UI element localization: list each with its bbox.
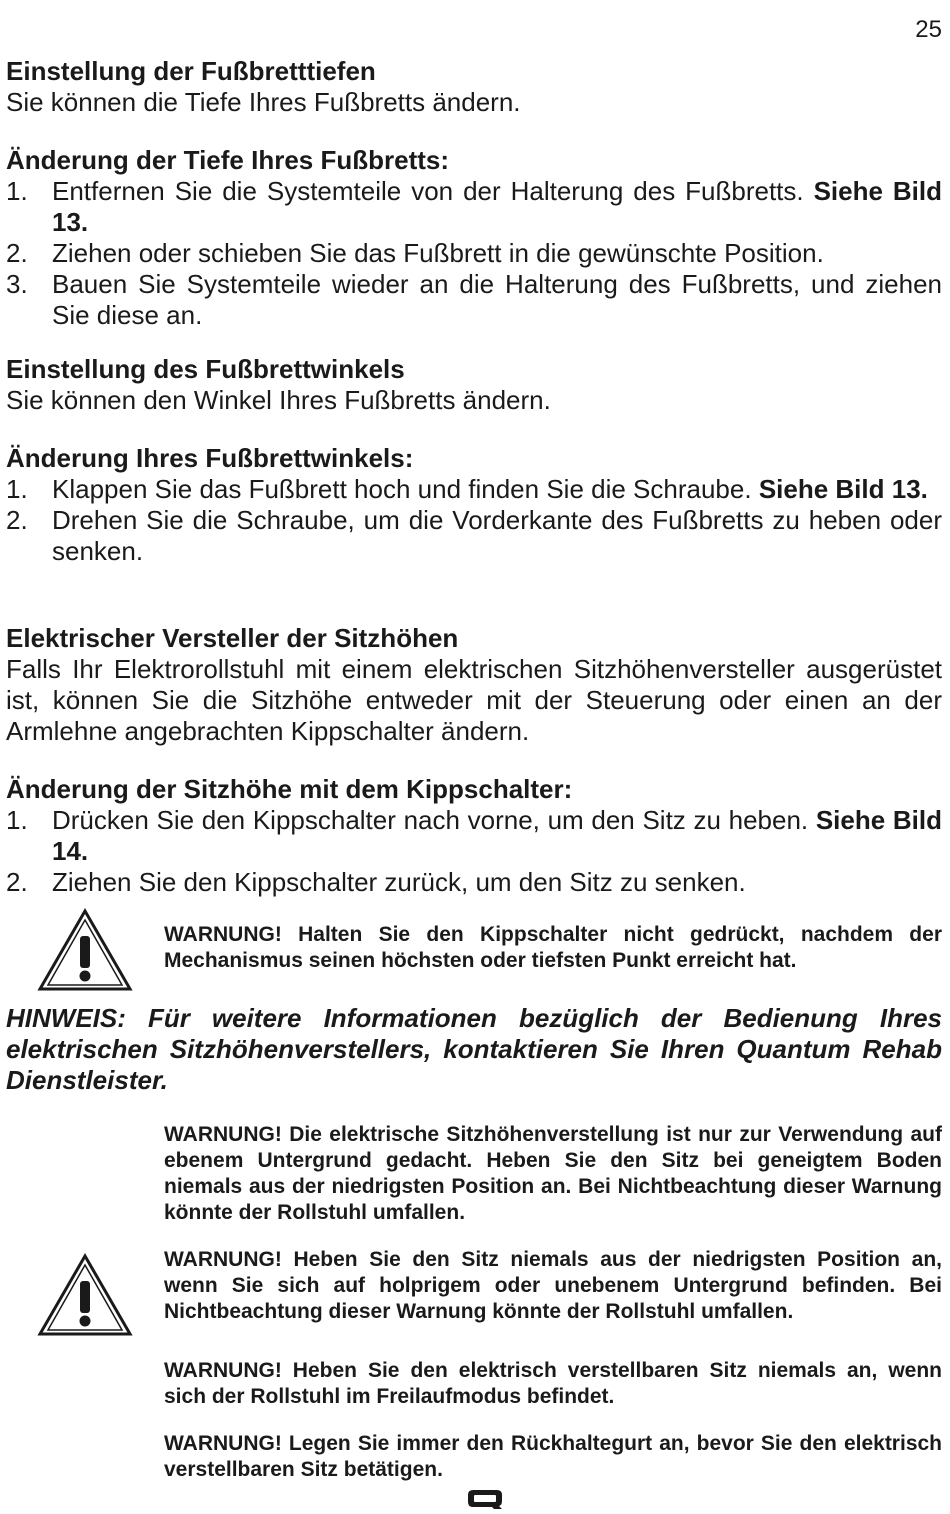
- list-item: 1. Entfernen Sie die Systemteile von der Halterung des Fußbretts. Siehe Bild 13.: [6, 176, 942, 237]
- warning-text: WARNUNG! Halten Sie den Kippschalter nicht gedrückt, nachdem der Mechanismus seinen höchsten oder tiefsten Punkt erreicht hat.: [164, 923, 942, 972]
- warning-triangle-icon: [37, 1253, 133, 1337]
- subheading-footboard-depth: Änderung der Tiefe Ihres Fußbretts:: [6, 145, 450, 175]
- heading-footboard-depth: Einstellung der Fußbretttiefen: [6, 56, 376, 86]
- warning-text: WARNUNG! Heben Sie den Sitz niemals aus der niedrigsten Position an, wenn Sie sich auf holprigem oder unebenem Untergrund befinden. Bei Nichtbeachtung dieser Warnung könnte der Rollstuhl umfallen.: [164, 1248, 942, 1323]
- section-seat-height: [6, 623, 942, 747]
- warning-text: WARNUNG! Heben Sie den elektrisch verstellbaren Sitz niemals an, wenn sich der Rollstuhl im Freilaufmodus befindet.: [164, 1359, 942, 1408]
- page-number: 25: [915, 16, 942, 43]
- warning-text: WARNUNG! Die elektrische Sitzhöhenverstellung ist nur zur Verwendung auf ebenem Untergrund gedacht. Heben Sie den Sitz bei geneigtem Boden niemals aus der niedrigsten Position an. Bei Nichtbeachtung dieser Warnung könnte der Rollstuhl umfallen.: [164, 1123, 942, 1224]
- subheading-footboard-angle: Änderung Ihres Fußbrettwinkels:: [6, 443, 414, 473]
- text-seat-height: Falls Ihr Elektrorollstuhl mit einem elektrischen Sitzhöhenversteller ausgerüstet ist, können Sie die Sitzhöhe entweder mit der Steuerung oder einen an der Armlehne angebrachten Kippschalter ändern.: [6, 654, 942, 746]
- section-footboard-angle: [6, 354, 942, 416]
- list-item: 2. Drehen Sie die Schraube, um die Vorderkante des Fußbretts zu heben oder senken.: [6, 505, 942, 566]
- section-seat-height-steps: [6, 774, 942, 898]
- section-footboard-angle-steps: [6, 443, 942, 567]
- heading-footboard-angle: Einstellung des Fußbrettwinkels: [6, 354, 405, 384]
- list-item: 2. Ziehen oder schieben Sie das Fußbrett in die gewünschte Position.: [6, 238, 824, 268]
- steps-footboard-angle: [6, 474, 942, 567]
- steps-footboard-depth: [6, 176, 942, 331]
- note-text: HINWEIS: Für weitere Informationen bezüglich der Bedienung Ihres elektrischen Sitzhöhenverstellers, kontaktieren Sie Ihren Quantum Rehab Dienstleister.: [6, 1003, 942, 1095]
- text-footboard-depth: Sie können die Tiefe Ihres Fußbretts ändern.: [6, 87, 521, 117]
- warning-block-toggle: [6, 908, 942, 992]
- quantum-q-logo: [466, 1488, 504, 1510]
- warning-group-seat: [6, 1122, 942, 1483]
- section-footboard-depth: [6, 56, 942, 118]
- heading-seat-height: Elektrischer Versteller der Sitzhöhen: [6, 623, 459, 653]
- warning-triangle-icon: [37, 908, 133, 992]
- steps-seat-height: [6, 805, 942, 898]
- subheading-seat-height: Änderung der Sitzhöhe mit dem Kippschalter:: [6, 774, 573, 804]
- list-item: 1. Klappen Sie das Fußbrett hoch und finden Sie die Schraube. Siehe Bild 13.: [6, 474, 928, 504]
- list-item: 3. Bauen Sie Systemteile wieder an die Halterung des Fußbretts, und ziehen Sie diese an.: [6, 269, 942, 330]
- warning-text: WARNUNG! Legen Sie immer den Rückhaltegurt an, bevor Sie den elektrisch verstellbaren Sitz betätigen.: [164, 1432, 942, 1481]
- section-footboard-depth-steps: [6, 145, 942, 331]
- text-footboard-angle: Sie können den Winkel Ihres Fußbretts ändern.: [6, 385, 551, 415]
- list-item: 1. Drücken Sie den Kippschalter nach vorne, um den Sitz zu heben. Siehe Bild 14.: [6, 805, 942, 866]
- list-item: 2. Ziehen Sie den Kippschalter zurück, um den Sitz zu senken.: [6, 867, 746, 897]
